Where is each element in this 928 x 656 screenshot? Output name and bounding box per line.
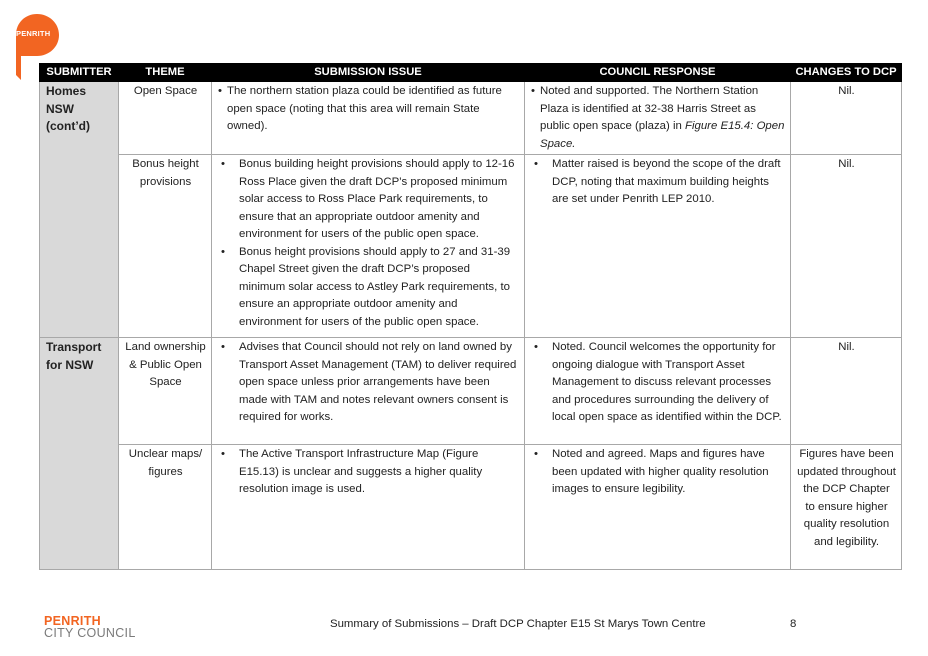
table-header-row xyxy=(40,64,902,82)
footer-document-title: Summary of Submissions – Draft DCP Chapter E15 St Marys Town Centre xyxy=(330,618,706,630)
header-changes-to-dcp: CHANGES TO DCP xyxy=(791,64,902,82)
footer-logo-line1: PENRITH xyxy=(44,614,101,628)
issue-bullet: • The Active Transport Infrastructure Map (Figure E15.13) is unclear and suggests a higher quality resolution image is used. xyxy=(218,446,519,499)
header-theme: THEME xyxy=(119,64,212,82)
response-cell xyxy=(525,155,791,338)
issue-bullet: • Bonus height provisions should apply to 27 and 31-39 Chapel Street given the draft DCP’s proposed minimum solar access to Astley Park requirements, to ensure an appropriate outdoor amenity and environment for users of the public open space. xyxy=(218,244,519,332)
table-row xyxy=(40,82,902,155)
response-bullet xyxy=(531,83,785,153)
issue-bullet: • Bonus building height provisions should apply to 12-16 Ross Place given the draft DCP’s proposed minimum solar access to Ross Place Park requirements, to ensure that an appropriate outdoor amenity and environment for users of the public open space. xyxy=(218,156,519,244)
issue-cell xyxy=(212,445,525,570)
response-cell xyxy=(525,445,791,570)
table-row xyxy=(40,155,902,338)
theme-cell: Unclear maps/ figures xyxy=(119,445,212,570)
issue-cell xyxy=(212,338,525,445)
response-bullet: • Matter raised is beyond the scope of the draft DCP, noting that maximum building heights are set under Penrith LEP 2010. xyxy=(531,156,785,209)
footer-page-number: 8 xyxy=(790,618,797,630)
response-cell xyxy=(525,338,791,445)
response-cell xyxy=(525,82,791,155)
response-figure-ref: Figure E15.4: Open Space. xyxy=(540,120,785,150)
footer-logo xyxy=(44,615,136,639)
changes-cell: Nil. xyxy=(791,338,902,445)
top-logo-text: PENRITH xyxy=(16,29,51,38)
changes-cell: Figures have been updated throughout the DCP Chapter to ensure higher quality resolution and legibility. xyxy=(791,445,902,570)
theme-cell: Open Space xyxy=(119,82,212,155)
table-row xyxy=(40,445,902,570)
response-bullet: • Noted and agreed. Maps and figures have been updated with higher quality resolution images to ensure legibility. xyxy=(531,446,785,499)
issue-bullet: • Advises that Council should not rely on land owned by Transport Asset Management (TAM) to deliver required open space unless prior arrangements have been made with TAM and notes relevant owners consent is required for works. xyxy=(218,339,519,427)
header-submission-issue: SUBMISSION ISSUE xyxy=(212,64,525,82)
header-submitter: SUBMITTER xyxy=(40,64,119,82)
header-council-response: COUNCIL RESPONSE xyxy=(525,64,791,82)
response-text: Noted and supported. The Northern Station Plaza is identified at 32-38 Harris Street as public open space (plaza) in xyxy=(540,85,759,132)
theme-cell: Bonus height provisions xyxy=(119,155,212,338)
theme-cell: Land ownership & Public Open Space xyxy=(119,338,212,445)
table-row xyxy=(40,338,902,445)
footer-logo-line2: CITY COUNCIL xyxy=(44,626,136,640)
response-bullet: • Noted. Council welcomes the opportunity for ongoing dialogue with Transport Asset Management to discuss relevant processes and procedures surrounding the delivery of local open space as identified within the DCP. xyxy=(531,339,785,427)
changes-cell: Nil. xyxy=(791,155,902,338)
changes-cell: Nil. xyxy=(791,82,902,155)
issue-bullet: • The northern station plaza could be identified as future open space (noting that this area will remain State owned). xyxy=(218,83,519,136)
issue-cell xyxy=(212,82,525,155)
submitter-cell: Homes NSW (cont’d) xyxy=(40,82,119,338)
submitter-cell: Transport for NSW xyxy=(40,338,119,570)
issue-cell xyxy=(212,155,525,338)
submissions-table xyxy=(39,63,902,570)
